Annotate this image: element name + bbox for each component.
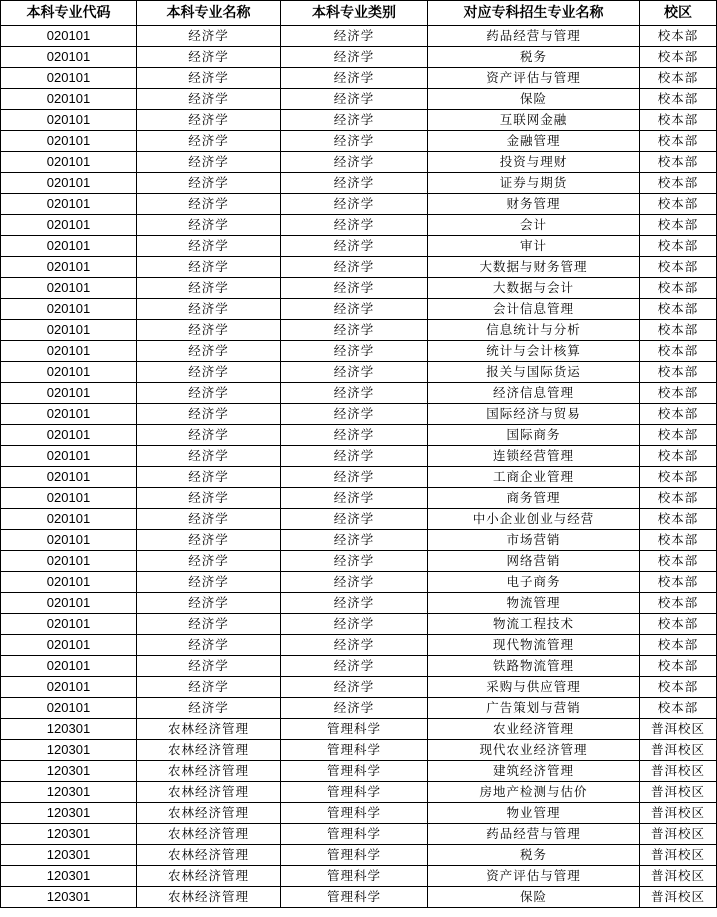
cell-undergrad-name: 农林经济管理 — [137, 719, 281, 740]
cell-undergrad-category: 经济学 — [281, 467, 428, 488]
cell-campus: 校本部 — [640, 299, 717, 320]
header-undergrad-code: 本科专业代码 — [1, 1, 137, 26]
cell-undergrad-name: 经济学 — [137, 26, 281, 47]
cell-college-major-name: 国际商务 — [428, 425, 640, 446]
cell-undergrad-code: 020101 — [1, 173, 137, 194]
cell-undergrad-category: 经济学 — [281, 677, 428, 698]
cell-college-major-name: 投资与理财 — [428, 152, 640, 173]
cell-college-major-name: 现代农业经济管理 — [428, 740, 640, 761]
cell-campus: 校本部 — [640, 320, 717, 341]
cell-campus: 普洱校区 — [640, 719, 717, 740]
cell-campus: 校本部 — [640, 530, 717, 551]
table-row — [1, 488, 717, 509]
cell-campus: 校本部 — [640, 236, 717, 257]
cell-undergrad-category: 管理科学 — [281, 845, 428, 866]
cell-undergrad-name: 经济学 — [137, 593, 281, 614]
cell-undergrad-code: 020101 — [1, 362, 137, 383]
cell-campus: 校本部 — [640, 572, 717, 593]
cell-undergrad-code: 020101 — [1, 194, 137, 215]
cell-undergrad-code: 020101 — [1, 488, 137, 509]
table-row — [1, 26, 717, 47]
cell-campus: 校本部 — [640, 614, 717, 635]
table-row — [1, 47, 717, 68]
cell-undergrad-name: 经济学 — [137, 131, 281, 152]
cell-campus: 校本部 — [640, 551, 717, 572]
cell-undergrad-name: 经济学 — [137, 635, 281, 656]
cell-college-major-name: 网络营销 — [428, 551, 640, 572]
cell-undergrad-name: 农林经济管理 — [137, 845, 281, 866]
table-row — [1, 698, 717, 719]
cell-undergrad-code: 120301 — [1, 845, 137, 866]
cell-undergrad-name: 经济学 — [137, 47, 281, 68]
cell-campus: 校本部 — [640, 26, 717, 47]
table-row — [1, 425, 717, 446]
cell-undergrad-category: 经济学 — [281, 278, 428, 299]
cell-undergrad-category: 经济学 — [281, 425, 428, 446]
cell-college-major-name: 药品经营与管理 — [428, 824, 640, 845]
cell-undergrad-name: 经济学 — [137, 467, 281, 488]
cell-undergrad-code: 020101 — [1, 131, 137, 152]
cell-undergrad-code: 120301 — [1, 803, 137, 824]
cell-undergrad-code: 020101 — [1, 110, 137, 131]
cell-undergrad-code: 020101 — [1, 278, 137, 299]
cell-undergrad-code: 020101 — [1, 530, 137, 551]
cell-undergrad-code: 020101 — [1, 341, 137, 362]
table-row — [1, 89, 717, 110]
cell-campus: 校本部 — [640, 68, 717, 89]
table-row — [1, 866, 717, 887]
cell-undergrad-name: 经济学 — [137, 488, 281, 509]
cell-undergrad-name: 经济学 — [137, 152, 281, 173]
cell-campus: 普洱校区 — [640, 803, 717, 824]
cell-undergrad-category: 经济学 — [281, 572, 428, 593]
table-row — [1, 278, 717, 299]
cell-undergrad-category: 经济学 — [281, 509, 428, 530]
cell-campus: 校本部 — [640, 593, 717, 614]
cell-campus: 校本部 — [640, 446, 717, 467]
cell-undergrad-name: 经济学 — [137, 68, 281, 89]
cell-undergrad-category: 经济学 — [281, 299, 428, 320]
cell-campus: 校本部 — [640, 509, 717, 530]
table-row — [1, 572, 717, 593]
cell-college-major-name: 税务 — [428, 845, 640, 866]
cell-campus: 普洱校区 — [640, 740, 717, 761]
cell-college-major-name: 信息统计与分析 — [428, 320, 640, 341]
cell-undergrad-name: 经济学 — [137, 530, 281, 551]
cell-college-major-name: 市场营销 — [428, 530, 640, 551]
cell-campus: 校本部 — [640, 362, 717, 383]
cell-undergrad-name: 经济学 — [137, 656, 281, 677]
cell-undergrad-code: 020101 — [1, 89, 137, 110]
cell-undergrad-category: 经济学 — [281, 89, 428, 110]
cell-undergrad-code: 020101 — [1, 656, 137, 677]
cell-campus: 校本部 — [640, 341, 717, 362]
cell-undergrad-code: 020101 — [1, 635, 137, 656]
cell-undergrad-code: 120301 — [1, 740, 137, 761]
cell-undergrad-category: 经济学 — [281, 593, 428, 614]
table-row — [1, 131, 717, 152]
cell-undergrad-name: 农林经济管理 — [137, 824, 281, 845]
cell-undergrad-category: 经济学 — [281, 47, 428, 68]
cell-undergrad-code: 020101 — [1, 299, 137, 320]
cell-college-major-name: 商务管理 — [428, 488, 640, 509]
cell-campus: 校本部 — [640, 383, 717, 404]
cell-undergrad-code: 020101 — [1, 152, 137, 173]
cell-undergrad-category: 经济学 — [281, 26, 428, 47]
cell-college-major-name: 建筑经济管理 — [428, 761, 640, 782]
table-row — [1, 467, 717, 488]
table-row — [1, 341, 717, 362]
cell-undergrad-category: 管理科学 — [281, 887, 428, 908]
table-row — [1, 320, 717, 341]
cell-undergrad-name: 经济学 — [137, 551, 281, 572]
cell-campus: 校本部 — [640, 488, 717, 509]
cell-college-major-name: 广告策划与营销 — [428, 698, 640, 719]
cell-undergrad-category: 经济学 — [281, 236, 428, 257]
table-row — [1, 719, 717, 740]
cell-campus: 校本部 — [640, 635, 717, 656]
cell-campus: 校本部 — [640, 110, 717, 131]
cell-campus: 普洱校区 — [640, 824, 717, 845]
cell-undergrad-code: 020101 — [1, 215, 137, 236]
cell-college-major-name: 资产评估与管理 — [428, 68, 640, 89]
cell-college-major-name: 国际经济与贸易 — [428, 404, 640, 425]
cell-undergrad-category: 经济学 — [281, 404, 428, 425]
cell-college-major-name: 会计信息管理 — [428, 299, 640, 320]
table-row — [1, 152, 717, 173]
cell-college-major-name: 会计 — [428, 215, 640, 236]
cell-campus: 校本部 — [640, 257, 717, 278]
cell-undergrad-name: 经济学 — [137, 572, 281, 593]
cell-undergrad-code: 120301 — [1, 782, 137, 803]
table-row — [1, 530, 717, 551]
cell-undergrad-code: 020101 — [1, 47, 137, 68]
cell-campus: 校本部 — [640, 404, 717, 425]
cell-undergrad-name: 经济学 — [137, 320, 281, 341]
table-row — [1, 824, 717, 845]
cell-undergrad-category: 管理科学 — [281, 824, 428, 845]
cell-undergrad-category: 经济学 — [281, 698, 428, 719]
cell-undergrad-code: 120301 — [1, 761, 137, 782]
cell-undergrad-code: 120301 — [1, 824, 137, 845]
cell-college-major-name: 中小企业创业与经营 — [428, 509, 640, 530]
cell-college-major-name: 物业管理 — [428, 803, 640, 824]
cell-undergrad-name: 农林经济管理 — [137, 887, 281, 908]
cell-undergrad-code: 020101 — [1, 551, 137, 572]
cell-college-major-name: 金融管理 — [428, 131, 640, 152]
cell-undergrad-code: 020101 — [1, 572, 137, 593]
cell-campus: 普洱校区 — [640, 782, 717, 803]
table-row — [1, 257, 717, 278]
table-row — [1, 614, 717, 635]
cell-college-major-name: 物流管理 — [428, 593, 640, 614]
cell-undergrad-category: 经济学 — [281, 131, 428, 152]
cell-undergrad-code: 120301 — [1, 719, 137, 740]
table-row — [1, 845, 717, 866]
table-row — [1, 299, 717, 320]
cell-college-major-name: 采购与供应管理 — [428, 677, 640, 698]
cell-undergrad-category: 经济学 — [281, 446, 428, 467]
cell-campus: 校本部 — [640, 467, 717, 488]
cell-college-major-name: 大数据与财务管理 — [428, 257, 640, 278]
cell-college-major-name: 证券与期货 — [428, 173, 640, 194]
cell-undergrad-category: 管理科学 — [281, 782, 428, 803]
cell-undergrad-code: 120301 — [1, 866, 137, 887]
cell-undergrad-code: 120301 — [1, 887, 137, 908]
table-row — [1, 887, 717, 908]
cell-college-major-name: 农业经济管理 — [428, 719, 640, 740]
cell-undergrad-name: 经济学 — [137, 89, 281, 110]
cell-undergrad-name: 经济学 — [137, 698, 281, 719]
cell-undergrad-category: 经济学 — [281, 320, 428, 341]
cell-college-major-name: 房地产检测与估价 — [428, 782, 640, 803]
cell-undergrad-code: 020101 — [1, 698, 137, 719]
cell-undergrad-name: 农林经济管理 — [137, 761, 281, 782]
cell-undergrad-code: 020101 — [1, 446, 137, 467]
table-body — [1, 26, 717, 908]
cell-college-major-name: 资产评估与管理 — [428, 866, 640, 887]
cell-undergrad-name: 经济学 — [137, 446, 281, 467]
cell-undergrad-category: 管理科学 — [281, 803, 428, 824]
cell-college-major-name: 工商企业管理 — [428, 467, 640, 488]
cell-undergrad-name: 经济学 — [137, 215, 281, 236]
cell-undergrad-code: 020101 — [1, 404, 137, 425]
cell-undergrad-name: 经济学 — [137, 278, 281, 299]
cell-undergrad-category: 经济学 — [281, 530, 428, 551]
header-undergrad-category: 本科专业类别 — [281, 1, 428, 26]
cell-undergrad-category: 经济学 — [281, 257, 428, 278]
cell-undergrad-name: 经济学 — [137, 614, 281, 635]
cell-college-major-name: 审计 — [428, 236, 640, 257]
header-row — [1, 1, 717, 26]
cell-undergrad-category: 管理科学 — [281, 866, 428, 887]
table-row — [1, 782, 717, 803]
table-header — [1, 1, 717, 26]
cell-college-major-name: 税务 — [428, 47, 640, 68]
cell-undergrad-category: 管理科学 — [281, 761, 428, 782]
cell-campus: 校本部 — [640, 656, 717, 677]
cell-college-major-name: 电子商务 — [428, 572, 640, 593]
cell-undergrad-code: 020101 — [1, 257, 137, 278]
cell-campus: 校本部 — [640, 131, 717, 152]
cell-campus: 普洱校区 — [640, 761, 717, 782]
cell-college-major-name: 保险 — [428, 887, 640, 908]
table-row — [1, 383, 717, 404]
cell-undergrad-category: 经济学 — [281, 68, 428, 89]
cell-campus: 普洱校区 — [640, 866, 717, 887]
cell-undergrad-code: 020101 — [1, 509, 137, 530]
cell-undergrad-name: 经济学 — [137, 110, 281, 131]
table-row — [1, 110, 717, 131]
table-row — [1, 803, 717, 824]
cell-campus: 普洱校区 — [640, 887, 717, 908]
cell-campus: 普洱校区 — [640, 845, 717, 866]
cell-undergrad-category: 经济学 — [281, 488, 428, 509]
header-college-major-name: 对应专科招生专业名称 — [428, 1, 640, 26]
cell-undergrad-code: 020101 — [1, 593, 137, 614]
cell-undergrad-name: 经济学 — [137, 425, 281, 446]
cell-undergrad-category: 管理科学 — [281, 740, 428, 761]
table-row — [1, 635, 717, 656]
cell-college-major-name: 互联网金融 — [428, 110, 640, 131]
cell-undergrad-code: 020101 — [1, 677, 137, 698]
cell-undergrad-category: 经济学 — [281, 215, 428, 236]
table-row — [1, 761, 717, 782]
cell-undergrad-name: 经济学 — [137, 299, 281, 320]
cell-college-major-name: 现代物流管理 — [428, 635, 640, 656]
cell-undergrad-name: 经济学 — [137, 341, 281, 362]
cell-undergrad-name: 经济学 — [137, 404, 281, 425]
cell-undergrad-name: 农林经济管理 — [137, 866, 281, 887]
cell-undergrad-name: 经济学 — [137, 257, 281, 278]
table-row — [1, 446, 717, 467]
cell-campus: 校本部 — [640, 89, 717, 110]
cell-undergrad-name: 经济学 — [137, 236, 281, 257]
table-row — [1, 215, 717, 236]
header-undergrad-name: 本科专业名称 — [137, 1, 281, 26]
cell-undergrad-category: 经济学 — [281, 635, 428, 656]
cell-undergrad-code: 020101 — [1, 68, 137, 89]
cell-campus: 校本部 — [640, 425, 717, 446]
table-row — [1, 740, 717, 761]
cell-undergrad-category: 经济学 — [281, 152, 428, 173]
table-row — [1, 509, 717, 530]
cell-college-major-name: 大数据与会计 — [428, 278, 640, 299]
cell-undergrad-category: 经济学 — [281, 194, 428, 215]
table-row — [1, 656, 717, 677]
cell-undergrad-code: 020101 — [1, 467, 137, 488]
cell-college-major-name: 物流工程技术 — [428, 614, 640, 635]
cell-undergrad-name: 农林经济管理 — [137, 803, 281, 824]
cell-undergrad-category: 经济学 — [281, 110, 428, 131]
cell-undergrad-category: 经济学 — [281, 341, 428, 362]
table-row — [1, 404, 717, 425]
cell-college-major-name: 连锁经营管理 — [428, 446, 640, 467]
cell-college-major-name: 统计与会计核算 — [428, 341, 640, 362]
cell-campus: 校本部 — [640, 677, 717, 698]
cell-undergrad-name: 经济学 — [137, 677, 281, 698]
table-row — [1, 236, 717, 257]
cell-undergrad-category: 经济学 — [281, 383, 428, 404]
cell-campus: 校本部 — [640, 278, 717, 299]
cell-college-major-name: 经济信息管理 — [428, 383, 640, 404]
cell-undergrad-code: 020101 — [1, 614, 137, 635]
cell-undergrad-category: 经济学 — [281, 362, 428, 383]
cell-undergrad-category: 经济学 — [281, 656, 428, 677]
table-row — [1, 68, 717, 89]
cell-college-major-name: 保险 — [428, 89, 640, 110]
cell-campus: 校本部 — [640, 215, 717, 236]
header-campus: 校区 — [640, 1, 717, 26]
cell-undergrad-name: 经济学 — [137, 509, 281, 530]
cell-college-major-name: 报关与国际货运 — [428, 362, 640, 383]
cell-undergrad-code: 020101 — [1, 26, 137, 47]
table-row — [1, 593, 717, 614]
cell-undergrad-code: 020101 — [1, 320, 137, 341]
cell-undergrad-code: 020101 — [1, 383, 137, 404]
cell-campus: 校本部 — [640, 173, 717, 194]
cell-undergrad-category: 经济学 — [281, 614, 428, 635]
cell-undergrad-category: 管理科学 — [281, 719, 428, 740]
cell-undergrad-name: 经济学 — [137, 383, 281, 404]
cell-campus: 校本部 — [640, 698, 717, 719]
table-row — [1, 677, 717, 698]
cell-undergrad-category: 经济学 — [281, 551, 428, 572]
cell-undergrad-name: 农林经济管理 — [137, 740, 281, 761]
cell-undergrad-category: 经济学 — [281, 173, 428, 194]
table-row — [1, 551, 717, 572]
cell-undergrad-name: 农林经济管理 — [137, 782, 281, 803]
cell-college-major-name: 药品经营与管理 — [428, 26, 640, 47]
cell-undergrad-code: 020101 — [1, 425, 137, 446]
cell-undergrad-code: 020101 — [1, 236, 137, 257]
cell-college-major-name: 铁路物流管理 — [428, 656, 640, 677]
cell-campus: 校本部 — [640, 47, 717, 68]
table-row — [1, 194, 717, 215]
cell-campus: 校本部 — [640, 152, 717, 173]
cell-undergrad-name: 经济学 — [137, 173, 281, 194]
cell-undergrad-name: 经济学 — [137, 362, 281, 383]
cell-college-major-name: 财务管理 — [428, 194, 640, 215]
table-row — [1, 362, 717, 383]
cell-campus: 校本部 — [640, 194, 717, 215]
table-row — [1, 173, 717, 194]
cell-undergrad-name: 经济学 — [137, 194, 281, 215]
